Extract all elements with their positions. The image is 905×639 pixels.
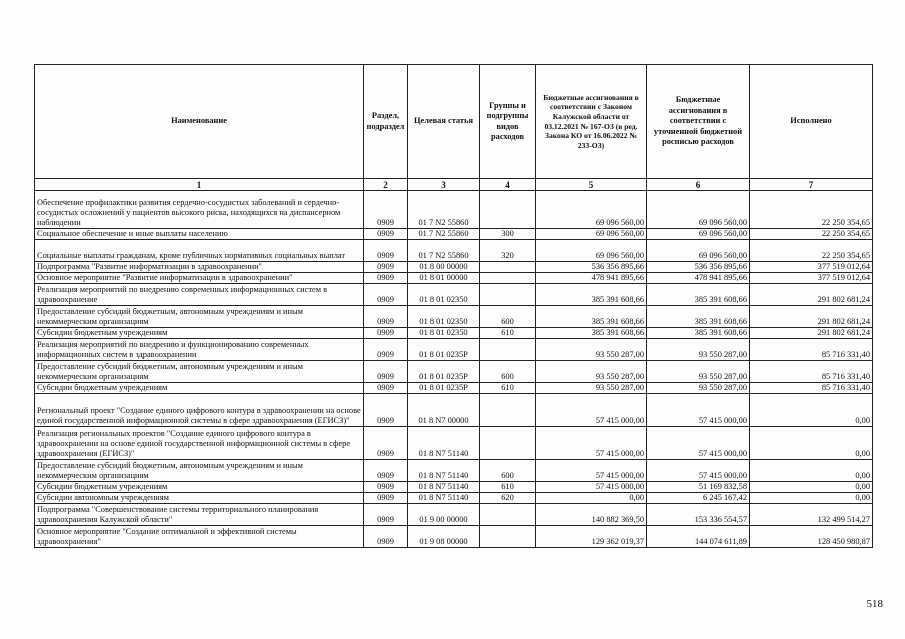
- cell-allocations-refined: 57 415 000,00: [647, 427, 750, 460]
- cell-section: 0909: [364, 504, 408, 526]
- cell-section: 0909: [364, 262, 408, 273]
- table-row: [35, 229, 873, 240]
- cell-target: 01 8 01 0235Р: [408, 383, 480, 394]
- cell-target: 01 9 00 00000: [408, 504, 480, 526]
- header-groups: Группы и подгруппы видов расходов: [480, 65, 536, 179]
- cell-allocations-law: 57 415 000,00: [536, 427, 647, 460]
- cell-target: 01 8 01 02350: [408, 284, 480, 306]
- cell-executed: 291 802 681,24: [750, 306, 873, 328]
- cell-allocations-refined: 153 336 554,57: [647, 504, 750, 526]
- cell-allocations-refined: 69 096 560,00: [647, 240, 750, 262]
- cell-group: 610: [480, 328, 536, 339]
- table-row: [35, 284, 873, 306]
- header-name: Наименование: [35, 65, 364, 179]
- cell-allocations-law: 385 391 608,66: [536, 328, 647, 339]
- cell-allocations-refined: 536 356 895,66: [647, 262, 750, 273]
- cell-name: Субсидии бюджетным учреждениям: [35, 482, 364, 493]
- cell-target: 01 7 N2 55860: [408, 240, 480, 262]
- cell-target: 01 7 N2 55860: [408, 229, 480, 240]
- cell-allocations-law: 536 356 895,66: [536, 262, 647, 273]
- table-row: [35, 383, 873, 394]
- cell-section: 0909: [364, 191, 408, 229]
- cell-allocations-refined: 478 941 895,66: [647, 273, 750, 284]
- cell-name: Социальные выплаты гражданам, кроме публичных нормативных социальных выплат: [35, 240, 364, 262]
- cell-target: 01 8 00 00000: [408, 262, 480, 273]
- column-number: 4: [480, 179, 536, 191]
- cell-section: 0909: [364, 240, 408, 262]
- cell-executed: 377 519 012,64: [750, 262, 873, 273]
- header-allocations-law: Бюджетные ассигнования в соответствии с Законом Калужской области от 03.12.2021 № 167-ОЗ (в ред. Закона КО от 16.06.2022 № 233-ОЗ): [536, 65, 647, 179]
- header-allocations-refined: Бюджетные ассигнования в соответствии с уточненной бюджетной росписью расходов: [647, 65, 750, 179]
- cell-group: [480, 504, 536, 526]
- cell-allocations-refined: 93 550 287,00: [647, 361, 750, 383]
- cell-allocations-refined: 385 391 608,66: [647, 284, 750, 306]
- cell-section: 0909: [364, 361, 408, 383]
- cell-section: 0909: [364, 526, 408, 548]
- cell-allocations-law: 57 415 000,00: [536, 482, 647, 493]
- cell-target: 01 7 N2 55860: [408, 191, 480, 229]
- cell-target: 01 8 01 00000: [408, 273, 480, 284]
- cell-executed: 0,00: [750, 427, 873, 460]
- cell-group: [480, 526, 536, 548]
- cell-target: 01 8 01 02350: [408, 306, 480, 328]
- table-row: [35, 394, 873, 427]
- table-row: [35, 328, 873, 339]
- cell-executed: 0,00: [750, 482, 873, 493]
- cell-section: 0909: [364, 339, 408, 361]
- table-row: [35, 306, 873, 328]
- table-row: [35, 526, 873, 548]
- cell-allocations-law: 93 550 287,00: [536, 383, 647, 394]
- cell-allocations-refined: 144 074 611,89: [647, 526, 750, 548]
- cell-allocations-refined: 57 415 000,00: [647, 394, 750, 427]
- cell-group: 610: [480, 482, 536, 493]
- table-row: [35, 460, 873, 482]
- cell-group: 620: [480, 493, 536, 504]
- cell-group: [480, 427, 536, 460]
- cell-allocations-law: 93 550 287,00: [536, 361, 647, 383]
- cell-executed: 291 802 681,24: [750, 284, 873, 306]
- header-section: Раздел, подраздел: [364, 65, 408, 179]
- cell-target: 01 8 01 0235Р: [408, 361, 480, 383]
- cell-target: 01 8 N7 51140: [408, 493, 480, 504]
- column-number: 7: [750, 179, 873, 191]
- header-target: Целевая статья: [408, 65, 480, 179]
- table-row: [35, 427, 873, 460]
- cell-executed: 22 250 354,65: [750, 240, 873, 262]
- cell-target: 01 8 N7 51140: [408, 482, 480, 493]
- table-row: [35, 240, 873, 262]
- cell-executed: 291 802 681,24: [750, 328, 873, 339]
- cell-allocations-refined: 51 169 832,58: [647, 482, 750, 493]
- cell-section: 0909: [364, 394, 408, 427]
- cell-allocations-law: 93 550 287,00: [536, 339, 647, 361]
- cell-target: 01 8 N7 51140: [408, 427, 480, 460]
- cell-target: 01 8 N7 51140: [408, 460, 480, 482]
- cell-allocations-refined: 385 391 608,66: [647, 306, 750, 328]
- cell-allocations-refined: 6 245 167,42: [647, 493, 750, 504]
- cell-executed: 0,00: [750, 493, 873, 504]
- cell-group: 610: [480, 383, 536, 394]
- cell-executed: 128 450 980,87: [750, 526, 873, 548]
- cell-group: [480, 284, 536, 306]
- cell-name: Субсидии автономным учреждениям: [35, 493, 364, 504]
- column-number: 2: [364, 179, 408, 191]
- cell-name: Предоставление субсидий бюджетным, автономным учреждениям и иным некоммерческим организациям: [35, 460, 364, 482]
- cell-allocations-law: 478 941 895,66: [536, 273, 647, 284]
- cell-allocations-law: 57 415 000,00: [536, 460, 647, 482]
- table-body: [35, 191, 873, 548]
- cell-group: 600: [480, 361, 536, 383]
- cell-name: Предоставление субсидий бюджетным, автономным учреждениям и иным некоммерческим организациям: [35, 306, 364, 328]
- cell-target: 01 9 08 00000: [408, 526, 480, 548]
- cell-group: [480, 394, 536, 427]
- cell-executed: 85 716 331,40: [750, 339, 873, 361]
- table-row: [35, 339, 873, 361]
- cell-name: Региональный проект "Создание единого цифрового контура в здравоохранении на основе единой государственной информационной системы в сфере здравоохранения (ЕГИСЗ)": [35, 394, 364, 427]
- cell-name: Реализация мероприятий по внедрению современных информационных систем в здравоохранение: [35, 284, 364, 306]
- cell-section: 0909: [364, 328, 408, 339]
- cell-allocations-refined: 57 415 000,00: [647, 460, 750, 482]
- cell-name: Субсидии бюджетным учреждениям: [35, 383, 364, 394]
- table-row: [35, 191, 873, 229]
- cell-executed: 377 519 012,64: [750, 273, 873, 284]
- column-number-row: [35, 179, 873, 191]
- page-number: 518: [866, 598, 883, 610]
- cell-group: 320: [480, 240, 536, 262]
- cell-group: 600: [480, 306, 536, 328]
- cell-executed: 22 250 354,65: [750, 191, 873, 229]
- cell-name: Основное мероприятие "Развитие информатизации в здравоохранении": [35, 273, 364, 284]
- column-number: 5: [536, 179, 647, 191]
- cell-section: 0909: [364, 229, 408, 240]
- table-row: [35, 262, 873, 273]
- budget-table: [34, 64, 873, 548]
- cell-allocations-law: 385 391 608,66: [536, 306, 647, 328]
- cell-name: Подпрограмма "Развитие информатизации в здравоохранении": [35, 262, 364, 273]
- cell-name: Обеспечение профилактики развития сердечно-сосудистых заболеваний и сердечно-сосудистых осложнений у пациентов высокого риска, находящихся на диспансерном наблюдении: [35, 191, 364, 229]
- cell-section: 0909: [364, 460, 408, 482]
- cell-executed: 22 250 354,65: [750, 229, 873, 240]
- cell-allocations-law: 57 415 000,00: [536, 394, 647, 427]
- cell-group: [480, 262, 536, 273]
- cell-section: 0909: [364, 284, 408, 306]
- table-row: [35, 504, 873, 526]
- table-row: [35, 493, 873, 504]
- table-row: [35, 482, 873, 493]
- cell-name: Социальное обеспечение и иные выплаты населению: [35, 229, 364, 240]
- cell-group: 600: [480, 460, 536, 482]
- column-number: 1: [35, 179, 364, 191]
- cell-section: 0909: [364, 273, 408, 284]
- table-row: [35, 361, 873, 383]
- cell-group: [480, 273, 536, 284]
- cell-section: 0909: [364, 427, 408, 460]
- cell-allocations-law: 69 096 560,00: [536, 191, 647, 229]
- cell-allocations-refined: 69 096 560,00: [647, 191, 750, 229]
- cell-executed: 0,00: [750, 460, 873, 482]
- cell-group: 300: [480, 229, 536, 240]
- cell-section: 0909: [364, 306, 408, 328]
- header-row: [35, 65, 873, 179]
- cell-target: 01 8 01 02350: [408, 328, 480, 339]
- column-number: 6: [647, 179, 750, 191]
- cell-name: Предоставление субсидий бюджетным, автономным учреждениям и иным некоммерческим организациям: [35, 361, 364, 383]
- column-number: 3: [408, 179, 480, 191]
- cell-allocations-refined: 385 391 608,66: [647, 328, 750, 339]
- header-executed: Исполнено: [750, 65, 873, 179]
- cell-executed: 85 716 331,40: [750, 361, 873, 383]
- cell-target: 01 8 01 0235Р: [408, 339, 480, 361]
- cell-name: Реализация региональных проектов "Создание единого цифрового контура в здравоохранении на основе единой государственной информационной системы в сфере здравоохранения (ЕГИСЗ)": [35, 427, 364, 460]
- cell-section: 0909: [364, 482, 408, 493]
- cell-name: Подпрограмма "Совершенствование системы территориального планирования здравоохранения Калужской области": [35, 504, 364, 526]
- cell-name: Основное мероприятие "Создание оптимальной и эффективной системы здравоохранения": [35, 526, 364, 548]
- cell-name: Реализация мероприятий по внедрению и функционированию современных информационных систем в здравоохранении: [35, 339, 364, 361]
- cell-allocations-refined: 69 096 560,00: [647, 229, 750, 240]
- cell-allocations-law: 69 096 560,00: [536, 240, 647, 262]
- cell-section: 0909: [364, 493, 408, 504]
- cell-executed: 85 716 331,40: [750, 383, 873, 394]
- cell-allocations-law: 0,00: [536, 493, 647, 504]
- cell-executed: 132 499 514,27: [750, 504, 873, 526]
- cell-section: 0909: [364, 383, 408, 394]
- cell-allocations-law: 140 882 369,50: [536, 504, 647, 526]
- table-row: [35, 273, 873, 284]
- cell-name: Субсидии бюджетным учреждениям: [35, 328, 364, 339]
- cell-executed: 0,00: [750, 394, 873, 427]
- cell-group: [480, 191, 536, 229]
- cell-group: [480, 339, 536, 361]
- cell-target: 01 8 N7 00000: [408, 394, 480, 427]
- cell-allocations-law: 385 391 608,66: [536, 284, 647, 306]
- cell-allocations-refined: 93 550 287,00: [647, 383, 750, 394]
- cell-allocations-law: 69 096 560,00: [536, 229, 647, 240]
- cell-allocations-refined: 93 550 287,00: [647, 339, 750, 361]
- cell-allocations-law: 129 362 019,37: [536, 526, 647, 548]
